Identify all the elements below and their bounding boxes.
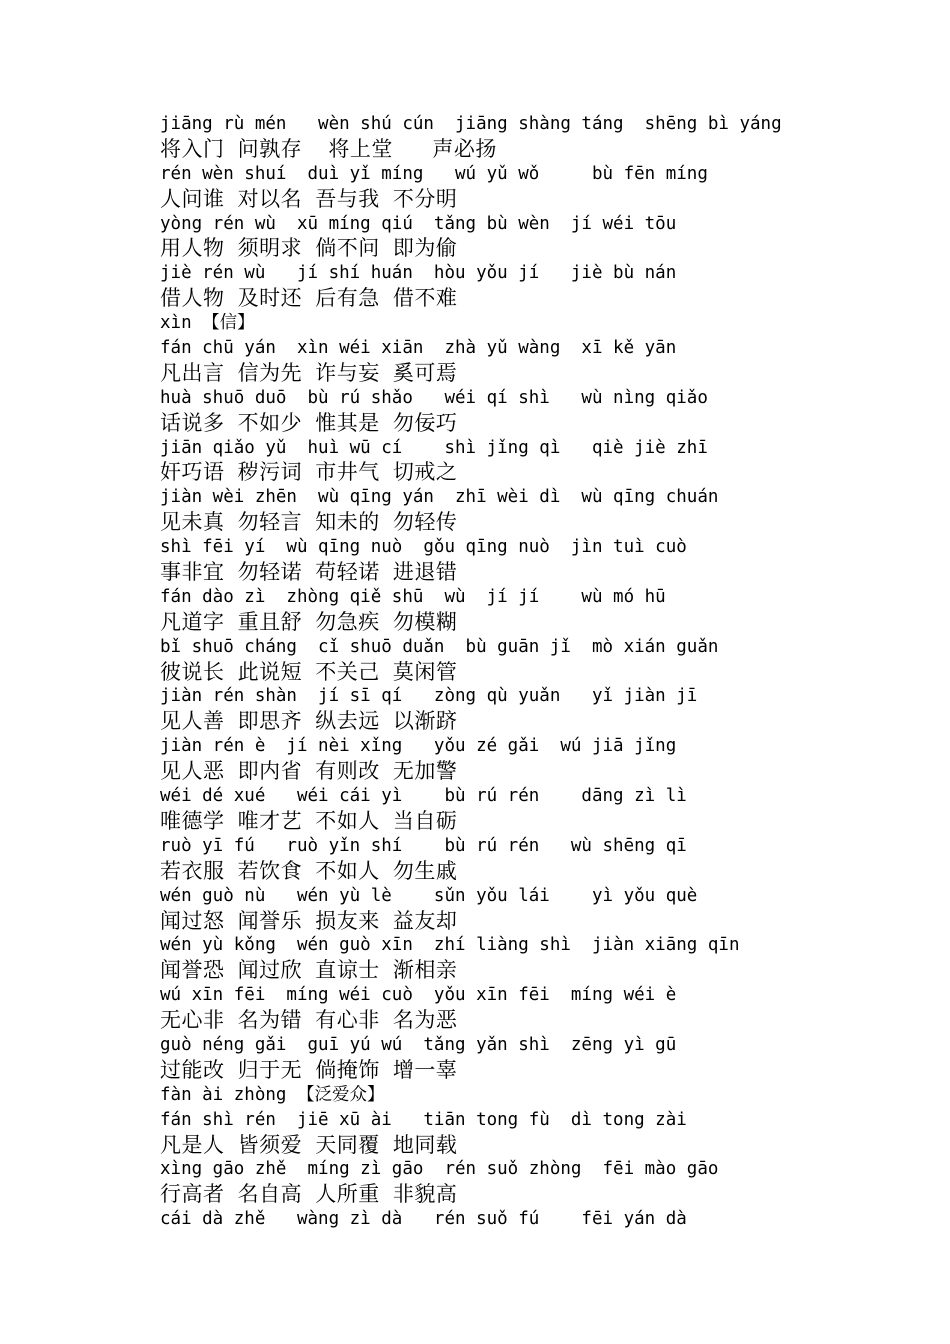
pinyin-line: xìng gāo zhě míng zì gāo rén suǒ zhòng fēi mào gāo: [160, 1159, 719, 1180]
pinyin-line: jiè rén wù jí shí huán hòu yǒu jí jiè bù nán: [160, 263, 677, 284]
pinyin-line: jiàn wèi zhēn wù qīng yán zhī wèi dì wù qīng chuán: [160, 487, 719, 508]
hanzi-line: 人问谁 对以名 吾与我 不分明: [160, 186, 458, 211]
pinyin-line: jiāng rù mén wèn shú cún jiāng shàng táng shēng bì yáng: [160, 114, 782, 134]
pinyin-line: jiàn rén è jí nèi xǐng yǒu zé gǎi wú jiā jǐng: [160, 736, 677, 757]
hanzi-line: 见人善 即思齐 纵去远 以渐跻: [160, 709, 458, 734]
hanzi-line: 彼说长 此说短 不关己 莫闲管: [160, 659, 458, 684]
pinyin-line: jiān qiǎo yǔ huì wū cí shì jǐng qì qiè jiè zhī: [160, 437, 708, 458]
pinyin-line: wéi dé xué wéi cái yì bù rú rén dāng zì lì: [160, 786, 687, 807]
pinyin-line: ruò yī fú ruò yǐn shí bù rú rén wù shēng qī: [160, 835, 687, 856]
hanzi-line: 行高者 名自高 人所重 非貌高: [160, 1182, 458, 1207]
pinyin-line: fán chū yán xìn wéi xiān zhà yǔ wàng xī kě yān: [160, 338, 677, 359]
pinyin-line: xìn 【信】: [160, 313, 255, 334]
hanzi-line: 将入门 问孰存 将上堂 声必扬: [160, 136, 497, 161]
pinyin-line: wú xīn fēi míng wéi cuò yǒu xīn fēi míng wéi è: [160, 985, 677, 1006]
hanzi-line: 用人物 须明求 倘不问 即为偷: [160, 236, 458, 261]
pinyin-line: rén wèn shuí duì yǐ míng wú yǔ wǒ bù fēn míng: [160, 163, 708, 184]
hanzi-line: 借人物 及时还 后有急 借不难: [160, 286, 458, 311]
hanzi-line: 凡出言 信为先 诈与妄 奚可焉: [160, 360, 458, 385]
pinyin-line: fàn ài zhòng 【泛爱众】: [160, 1084, 385, 1105]
pinyin-line: wén yù kǒng wén guò xīn zhí liàng shì jiàn xiāng qīn: [160, 935, 740, 956]
pinyin-line: yòng rén wù xū míng qiú tǎng bù wèn jí wéi tōu: [160, 213, 677, 234]
hanzi-line: 闻誉恐 闻过欣 直谅士 渐相亲: [160, 958, 458, 983]
pinyin-line: jiàn rén shàn jí sī qí zòng qù yuǎn yǐ jiàn jī: [160, 686, 698, 707]
hanzi-line: 凡是人 皆须爱 天同覆 地同载: [160, 1132, 458, 1157]
hanzi-line: 事非宜 勿轻诺 苟轻诺 进退错: [160, 560, 458, 585]
hanzi-line: 若衣服 若饮食 不如人 勿生戚: [160, 858, 458, 883]
pinyin-line: huà shuō duō bù rú shǎo wéi qí shì wù nìng qiǎo: [160, 387, 708, 408]
pinyin-line: guò néng gǎi guī yú wú tǎng yǎn shì zēng yì gū: [160, 1034, 677, 1055]
pinyin-line: bǐ shuō cháng cǐ shuō duǎn bù guān jǐ mò xián guǎn: [160, 636, 719, 657]
hanzi-line: 奸巧语 秽污词 市井气 切戒之: [160, 460, 458, 485]
hanzi-line: 凡道字 重且舒 勿急疾 勿模糊: [160, 609, 458, 634]
pinyin-line: fán dào zì zhòng qiě shū wù jí jí wù mó hū: [160, 586, 666, 607]
hanzi-line: 见人恶 即内省 有则改 无加警: [160, 759, 458, 784]
hanzi-line: 无心非 名为错 有心非 名为恶: [160, 1008, 458, 1033]
hanzi-line: 过能改 归于无 倘掩饰 增一辜: [160, 1057, 458, 1082]
pinyin-line: fán shì rén jiē xū ài tiān tong fù dì tong zài: [160, 1109, 687, 1130]
hanzi-line: 见未真 勿轻言 知未的 勿轻传: [160, 510, 458, 535]
hanzi-line: 唯德学 唯才艺 不如人 当自砺: [160, 808, 458, 833]
pinyin-line: shì fēi yí wù qīng nuò gǒu qīng nuò jìn tuì cuò: [160, 537, 687, 558]
pinyin-line: cái dà zhě wàng zì dà rén suǒ fú fēi yán dà: [160, 1209, 687, 1230]
pinyin-line: wén guò nù wén yù lè sǔn yǒu lái yì yǒu què: [160, 885, 698, 906]
hanzi-line: 话说多 不如少 惟其是 勿佞巧: [160, 410, 458, 435]
hanzi-line: 闻过怒 闻誉乐 损友来 益友却: [160, 908, 458, 933]
text-body: [160, 112, 920, 1232]
